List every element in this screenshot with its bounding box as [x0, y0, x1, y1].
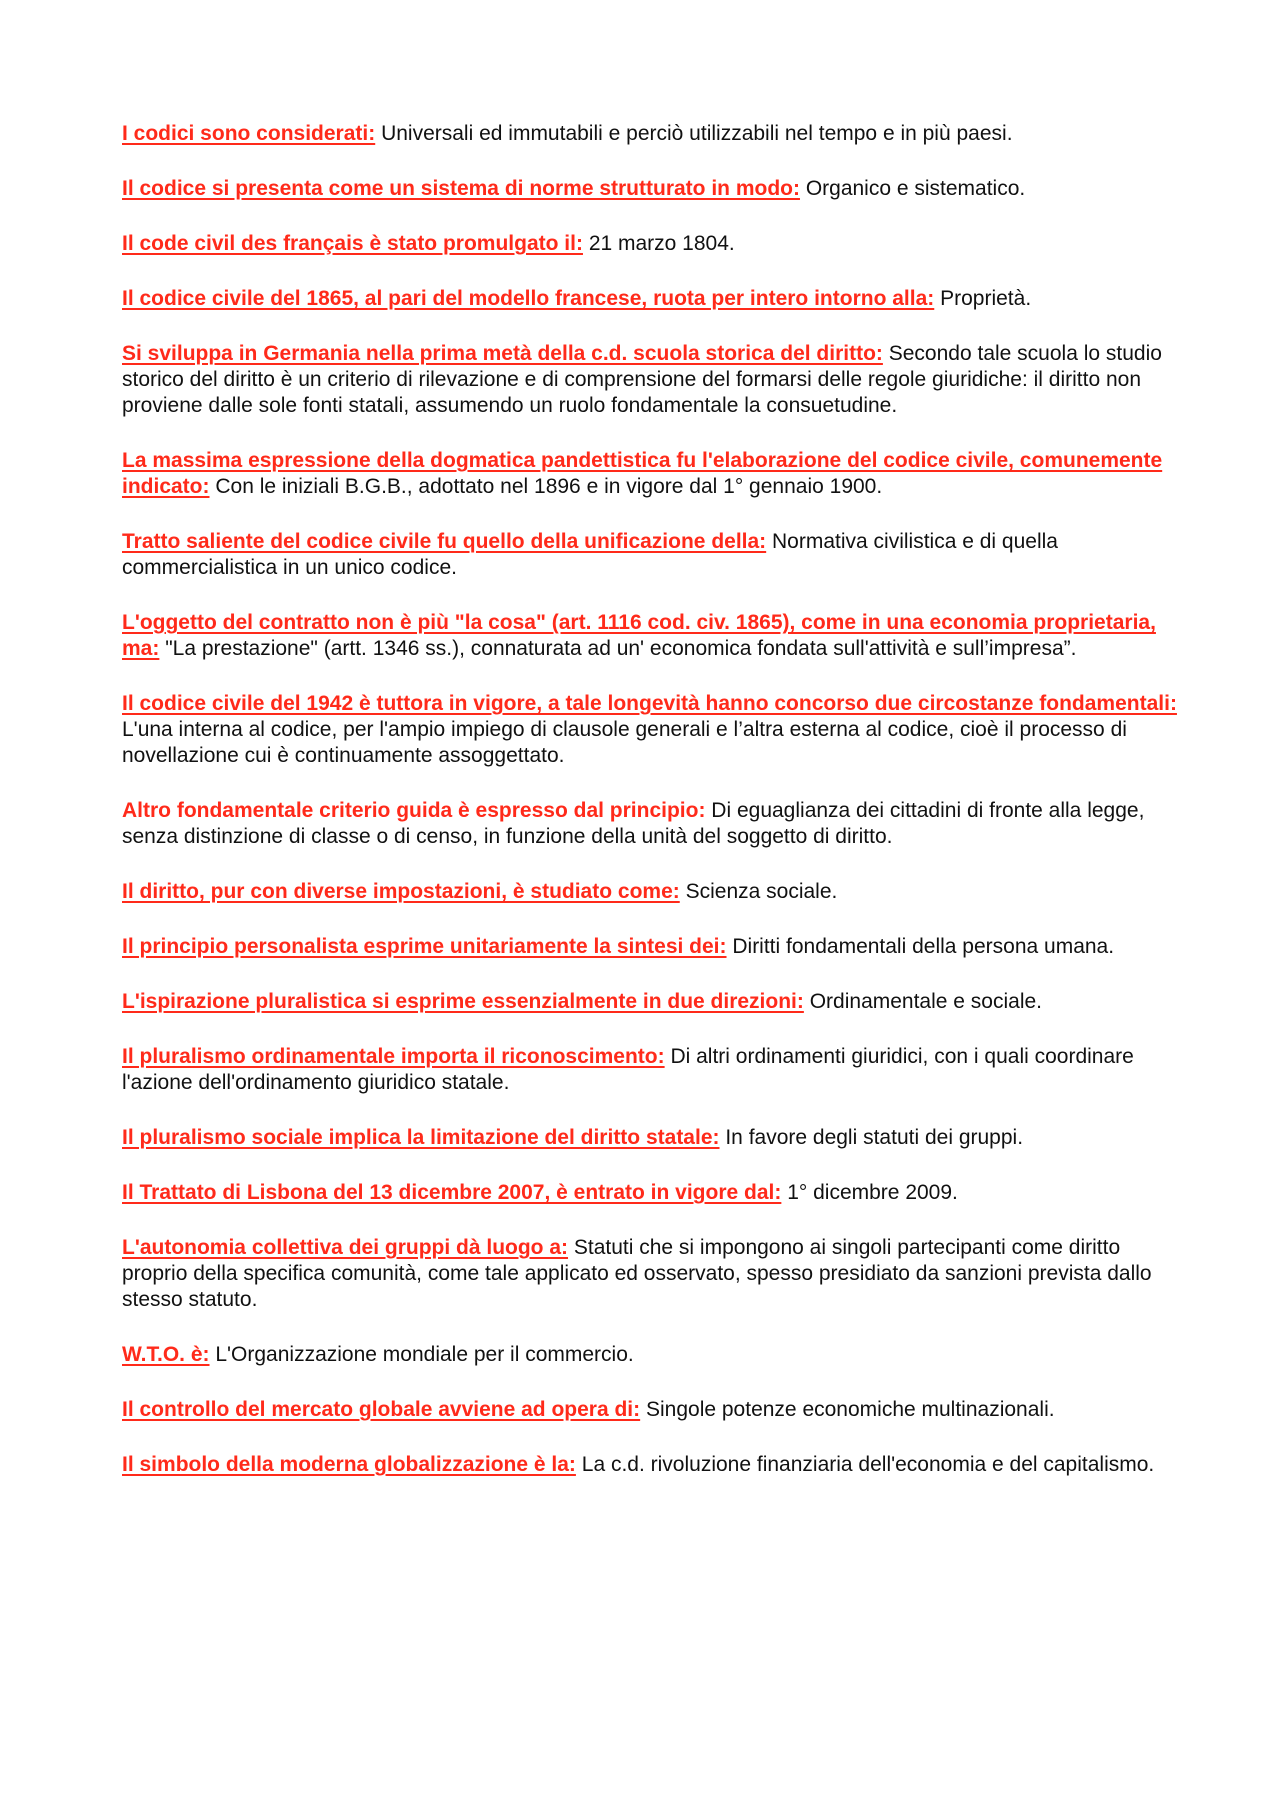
question-text: Il codice civile del 1942 è tuttora in vigore, a tale longevità hanno concorso due circostanze fondamentali: [122, 692, 1177, 715]
question-text: Il Trattato di Lisbona del 13 dicembre 2007, è entrato in vigore dal: [122, 1181, 782, 1204]
answer-text: In favore degli statuti dei gruppi. [725, 1126, 1024, 1149]
answer-text: Proprietà. [940, 287, 1032, 310]
qa-item [122, 1125, 1180, 1151]
qa-item [122, 1235, 1180, 1313]
answer-text: Di altri ordinamenti giuridici, con i quali coordinare l'azione dell'ordinamento giuridico statale. [122, 1045, 1134, 1094]
question-text: Il principio personalista esprime unitariamente la sintesi dei: [122, 935, 727, 958]
qa-item [122, 231, 1180, 257]
question-text: Il controllo del mercato globale avviene ad opera di: [122, 1398, 641, 1421]
qa-item [122, 341, 1180, 419]
question-text: Altro fondamentale criterio guida è espresso dal principio: [122, 799, 706, 822]
qa-item [122, 1397, 1180, 1423]
answer-text: L'Organizzazione mondiale per il commercio. [215, 1343, 634, 1366]
qa-item [122, 121, 1180, 147]
answer-text: Singole potenze economiche multinazionali. [645, 1398, 1055, 1421]
question-text: Il code civil des français è stato promulgato il: [122, 232, 583, 255]
answer-text: "La prestazione" (artt. 1346 ss.), connaturata ad un' economica fondata sull'attività e sull’impresa”. [165, 637, 1077, 660]
answer-text: Statuti che si impongono ai singoli partecipanti come diritto proprio della specifica comunità, come tale applicato ed osservato, spesso presidiato da sanzioni prevista dallo stesso statuto. [122, 1236, 1152, 1311]
answer-text: Normativa civilistica e di quella commercialistica in un unico codice. [122, 530, 1058, 579]
question-text: Il codice si presenta come un sistema di norme strutturato in modo: [122, 177, 800, 200]
qa-item [122, 934, 1180, 960]
answer-text: Universali ed immutabili e perciò utilizzabili nel tempo e in più paesi. [381, 122, 1013, 145]
qa-item [122, 879, 1180, 905]
question-text: L'autonomia collettiva dei gruppi dà luogo a: [122, 1236, 569, 1259]
question-text: Il diritto, pur con diverse impostazioni, è studiato come: [122, 880, 680, 903]
qa-item [122, 798, 1180, 850]
question-text: Tratto saliente del codice civile fu quello della unificazione della: [122, 530, 767, 553]
question-text: W.T.O. è: [122, 1343, 210, 1366]
answer-text: Diritti fondamentali della persona umana. [732, 935, 1115, 958]
qa-item [122, 286, 1180, 312]
answer-text: Con le iniziali B.G.B., adottato nel 1896 e in vigore dal 1° gennaio 1900. [215, 475, 883, 498]
qa-item [122, 1044, 1180, 1096]
question-text: Il codice civile del 1865, al pari del modello francese, ruota per intero intorno alla: [122, 287, 935, 310]
answer-text: 21 marzo 1804. [588, 232, 735, 255]
question-text: Il pluralismo ordinamentale importa il riconoscimento: [122, 1045, 665, 1068]
document-page [122, 121, 1180, 1507]
answer-text: Organico e sistematico. [805, 177, 1026, 200]
question-text: La massima espressione della dogmatica pandettistica fu l'elaborazione del codice civile, comunemente indicato: [122, 449, 1163, 498]
answer-text: La c.d. rivoluzione finanziaria dell'economia e del capitalismo. [581, 1453, 1155, 1476]
question-text: Il simbolo della moderna globalizzazione è la: [122, 1453, 576, 1476]
question-text: Si sviluppa in Germania nella prima metà della c.d. scuola storica del diritto: [122, 342, 883, 365]
answer-text: Secondo tale scuola lo studio storico del diritto è un criterio di rilevazione e di comprensione del formarsi delle regole giuridiche: il diritto non proviene dalle sole fonti statali, assumendo un ruolo fondamentale la consuetudine. [122, 342, 1162, 417]
qa-item [122, 1452, 1180, 1478]
answer-text: Ordinamentale e sociale. [809, 990, 1043, 1013]
qa-item [122, 691, 1180, 769]
question-text: L'oggetto del contratto non è più "la cosa" (art. 1116 cod. civ. 1865), come in una economia proprietaria, ma: [122, 611, 1156, 660]
question-text: Il pluralismo sociale implica la limitazione del diritto statale: [122, 1126, 720, 1149]
question-text: L'ispirazione pluralistica si esprime essenzialmente in due direzioni: [122, 990, 804, 1013]
qa-item [122, 1180, 1180, 1206]
qa-item [122, 448, 1180, 500]
answer-text: Di eguaglianza dei cittadini di fronte alla legge, senza distinzione di classe o di censo, in funzione della unità del soggetto di diritto. [122, 799, 1145, 848]
qa-item [122, 176, 1180, 202]
qa-item [122, 1342, 1180, 1368]
qa-item [122, 989, 1180, 1015]
qa-item [122, 610, 1180, 662]
answer-text: Scienza sociale. [685, 880, 838, 903]
answer-text: L'una interna al codice, per l'ampio impiego di clausole generali e l’altra esterna al codice, cioè il processo di novellazione cui è continuamente assoggettato. [122, 718, 1127, 767]
qa-item [122, 529, 1180, 581]
question-text: I codici sono considerati: [122, 122, 376, 145]
answer-text: 1° dicembre 2009. [787, 1181, 958, 1204]
